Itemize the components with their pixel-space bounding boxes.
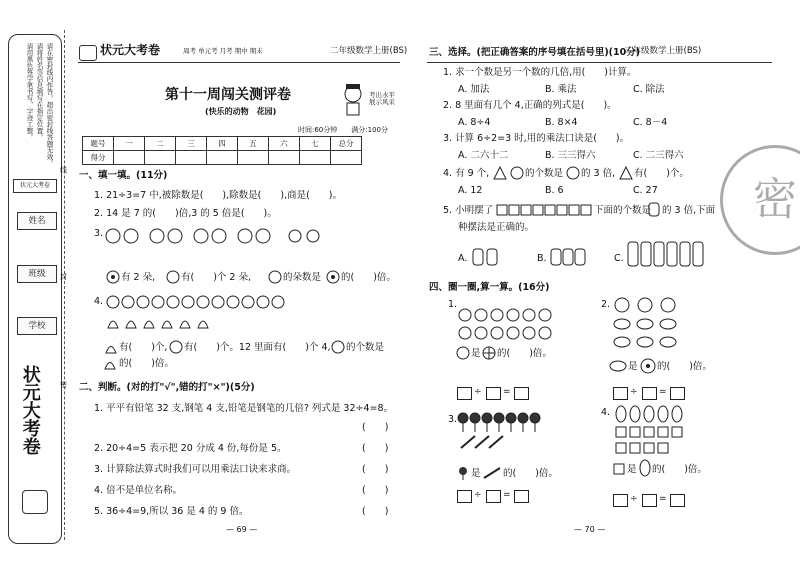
s4-of: 的( )倍。 [657,361,712,372]
score-table [82,136,362,165]
equals-sign: = [659,387,667,397]
judge-item-5: 5. 36÷4=9,所以 36 是 4 的 9 倍。 [94,506,249,517]
s1-q4-c: 的个数是 [346,342,385,353]
score-cell[interactable] [300,151,331,165]
answer-box[interactable] [486,490,501,503]
judge-answer[interactable]: ( ) [362,506,389,517]
binding-badge: 状元大考卷 [13,179,57,193]
brand-title: 状元大考卷 [100,43,161,57]
equals-sign: = [503,490,511,500]
section1-heading: 一、填一填。(11分) [79,170,168,181]
s4-of: 的( )倍。 [503,468,558,479]
answer-box[interactable] [613,494,628,507]
lollipop-icon [456,466,470,480]
equals-sign: = [503,387,511,397]
choice-q4-b: 的个数是 [525,168,564,179]
pencil-icon [482,466,502,480]
score-table-head [83,137,362,151]
score-cell[interactable] [331,151,362,165]
s4-num-3: 3. [448,414,458,425]
choice-q3: 3. 计算 6÷2=3 时,用的乘法口诀是( )。 [443,133,630,144]
header-rule [78,62,400,63]
mascot-icon [338,82,368,118]
choice-q4-c: 的 3 倍, [581,168,616,179]
basketball-icon [482,346,496,360]
ball-grid [457,307,553,343]
s1-question-4-num: 4. [94,296,104,307]
s4-num-4: 4. [601,407,611,418]
equals-sign: = [659,494,667,504]
apple-icon [169,340,183,354]
carrot-icon [639,459,651,477]
exam-types: 周考 单元考 月考 期中 期末 [183,47,263,55]
mascot-caption: 考出水平 展示风采 [369,91,395,107]
time-note: 时间:60分钟 满分:100分 [298,126,388,134]
choice-option[interactable]: A. [458,253,468,264]
lollipop-rows [457,412,547,452]
judge-item-3: 3. 计算除法算式时我们可以用乘法口诀来求商。 [94,464,297,475]
s1-question-3-num: 3. [94,228,104,239]
pear-icon [103,356,117,370]
cup-icon [612,462,626,476]
score-head-cell: 四 [207,137,238,151]
s1-question-1: 1. 21÷3=7 中,被除数是( ),除数是( ),商是( )。 [94,190,342,201]
cut-char: 线 [60,166,67,174]
s1-q3-text-d: 的( )倍。 [341,272,396,283]
cut-char: 密 [60,381,67,389]
answer-box[interactable] [457,490,472,503]
answer-box[interactable] [457,387,472,400]
s1-q3-text-b: 有( )个 2 朵, [181,272,252,283]
sunflower-icon [640,358,656,374]
score-cell[interactable] [145,151,176,165]
name-field[interactable]: 姓名 [17,212,57,230]
triangle-icon [619,166,633,180]
confidential-stamp: 密 [720,145,800,255]
s4-is: 是 [627,464,637,475]
choice-option[interactable]: A. 8÷4 [458,117,491,128]
answer-box[interactable] [514,387,529,400]
score-head-cell: 总分 [331,137,362,151]
judge-item-4: 4. 倍不是单位名称。 [94,485,183,496]
s1-q4-b: 有( )个。12 里面有( )个 4, [184,342,331,353]
s4-num-1: 1. [448,299,458,310]
circle-icon [510,166,524,180]
div-sign: ÷ [630,494,638,504]
binding-note: 请用黑色签字笔书写，字迹工整。 [25,43,34,141]
choice-option[interactable]: C. 二三得六 [633,150,684,161]
judge-item-2: 2. 20÷4=5 表示把 20 分成 4 份,每份是 5。 [94,443,287,454]
answer-box[interactable] [670,494,685,507]
page-title: 第十一周闯关测评卷 [165,87,291,103]
class-field[interactable]: 班级 [17,265,57,283]
choice-option[interactable]: B. 乘法 [545,84,577,95]
grade-label-left: 二年级数学上册(BS) [330,46,408,56]
flower-icon [267,270,283,284]
choice-q5-d: 种摆法是正确的。 [458,222,535,233]
section2-heading: 二、判断。(对的打"√",错的打"×")(5分) [79,382,255,393]
school-field[interactable]: 学校 [17,317,57,335]
answer-box[interactable] [670,387,685,400]
choice-option[interactable]: C. [614,253,624,264]
answer-box[interactable] [642,494,657,507]
carrot-cup-grid [614,405,684,457]
s1-q3-text-a: 有 2 朵, [121,272,156,283]
score-cell[interactable] [176,151,207,165]
score-cell[interactable] [207,151,238,165]
s1-q4-a: 有( )个, [119,342,168,353]
sun-leaf-grid [612,296,678,352]
choice-option[interactable]: C. 8－4 [633,117,668,128]
cylinder-group-c [627,238,717,270]
choice-q5-b: 下面的个数是 [594,205,652,216]
section3-heading: 三、选择。(把正确答案的序号填在括号里)(10分) [429,47,641,58]
book-icon [22,490,48,514]
answer-box[interactable] [486,387,501,400]
page-number-left: — 69 — [226,525,258,534]
judge-answer[interactable]: ( ) [362,422,389,433]
score-head-cell: 题号 [83,137,114,151]
leaf-icon [609,359,627,373]
judge-answer[interactable]: ( ) [362,443,389,454]
page-number-right: — 70 — [574,525,606,534]
flower-icon [165,270,181,284]
s4-of: 的( )倍。 [652,464,707,475]
answer-box[interactable] [613,387,628,400]
score-cell[interactable] [238,151,269,165]
pear-icon [104,340,118,354]
score-head-cell: 三 [176,137,207,151]
cylinder-group-a [472,245,502,267]
choice-option[interactable]: A. 二六十二 [458,150,509,161]
fruit-rows [105,294,305,334]
brand-icon [79,45,97,61]
page-subtitle: (快乐的动物 花园) [205,107,277,116]
choice-option[interactable]: B. [537,253,547,264]
cylinder-group-b [550,245,590,267]
cut-char: 封 [60,273,67,281]
choice-q5-a: 5. 小明摆了 [443,205,494,216]
s1-q3-text-c: 的朵数是 [283,272,322,283]
score-head-cell: 七 [300,137,331,151]
choice-q5-c: 的 3 倍,下面 [662,205,716,216]
judge-answer[interactable]: ( ) [362,464,389,475]
choice-q1: 1. 求一个数是另一个数的几倍,用( )计算。 [443,67,637,78]
apple-icon [331,340,345,354]
header-rule [427,62,772,63]
score-cell[interactable] [269,151,300,165]
score-head-cell: 六 [269,137,300,151]
choice-option[interactable]: B. 6 [545,185,564,196]
s4-is: 是 [628,361,638,372]
choice-q4-a: 4. 有 9 个, [443,168,490,179]
s4-num-2: 2. [601,299,611,310]
choice-q2: 2. 8 里面有几个 4,正确的列式是( )。 [443,100,617,111]
cube-row [496,201,592,217]
s1-q4-d: 的( )倍。 [119,358,174,369]
choice-q4-d: 有( )个。 [634,168,689,179]
div-sign: ÷ [474,387,482,397]
flower-row [105,227,405,247]
cut-line [64,30,65,540]
choice-option[interactable]: B. 三三得六 [545,150,596,161]
judge-item-1: 1. 平平有铅笔 32 支,钢笔 4 支,铅笔是钢笔的几倍? 列式是 32÷4=8。 [94,403,394,414]
div-sign: ÷ [630,387,638,397]
ball-icon [456,346,470,360]
sunflower-icon [105,270,121,284]
answer-box[interactable] [642,387,657,400]
choice-option[interactable]: C. 27 [633,185,658,196]
binding-note: 请将姓名等信息填写在指定位置。 [35,43,44,141]
sunflower-icon [325,270,341,284]
choice-option[interactable]: C. 除法 [633,84,665,95]
triangle-icon [493,166,507,180]
binding-strip [8,34,62,544]
circle-icon [566,166,580,180]
binding-note: 请在密封线内作答，超出密封线答题无效。 [45,43,54,167]
score-table-row [83,151,362,165]
cylinder-icon [648,201,660,217]
s4-is: 是 [471,348,481,359]
judge-answer[interactable]: ( ) [362,485,389,496]
grade-label-right: 二年级数学上册(BS) [624,46,702,56]
score-cell[interactable] [114,151,145,165]
section4-heading: 四、圈一圈,算一算。(16分) [429,282,550,293]
answer-box[interactable] [514,490,529,503]
choice-option[interactable]: B. 8×4 [545,117,578,128]
s4-of: 的( )倍。 [497,348,552,359]
choice-option[interactable]: A. 12 [458,185,483,196]
score-row-label: 得分 [83,151,114,165]
s1-question-2: 2. 14 是 7 的( )倍,3 的 5 倍是( )。 [94,208,277,219]
score-head-cell: 五 [238,137,269,151]
s4-is: 是 [471,468,481,479]
score-head-cell: 二 [145,137,176,151]
div-sign: ÷ [474,490,482,500]
choice-option[interactable]: A. 加法 [458,84,490,95]
score-head-cell: 一 [114,137,145,151]
brand-logo-vertical: 状元大考卷 [19,365,41,455]
